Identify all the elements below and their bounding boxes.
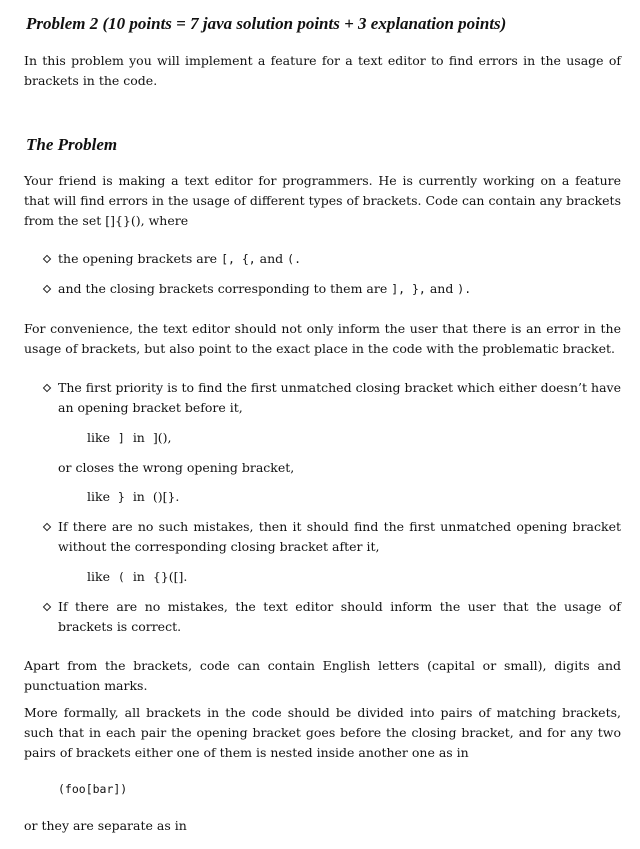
problem-paragraph-text: Your friend is making a text editor for programmers. He is currently working on a feature that will find errors in the usage of different types of brackets. Code can contain any brackets from the set (24, 173, 621, 228)
list-item-text: and the closing brackets corresponding to them are (58, 281, 392, 296)
example-word: like (87, 569, 110, 584)
example-word: in (132, 430, 145, 445)
example-word: like (87, 489, 110, 504)
list-item-text: and (425, 281, 458, 296)
section-heading: The Problem (26, 135, 118, 154)
list-item-no-mistakes: If there are no mistakes, the text editor should inform the user that the usage of brackets is correct. (58, 599, 621, 634)
code-inline: ], }, (391, 282, 426, 296)
characters-paragraph: Apart from the brackets, code can contain English letters (capital or small), digits and punctuation marks. (24, 658, 621, 693)
bullet-diamond (43, 603, 51, 611)
example-word: in (132, 569, 145, 584)
example-line (87, 487, 179, 507)
problem-paragraph (24, 171, 621, 231)
list-item-text: and (255, 251, 288, 266)
formal-paragraph: More formally, all brackets in the code should be divided into pairs of matching brackets, such that in each pair the opening bracket goes before the closing bracket, and for any two pairs of brackets either one of them is nested inside another one as in (24, 705, 621, 760)
code-inline: ( (117, 570, 125, 584)
list-item-opening (58, 249, 621, 269)
nested-code-example: (foo[bar]) (58, 782, 128, 796)
list-item-second-priority: If there are no such mistakes, then it should find the first unmatched opening bracket without the corresponding closing bracket after it, (58, 519, 621, 554)
or-closes-text: or closes the wrong opening bracket, (58, 460, 295, 475)
problem-title: Problem 2 (10 points = 7 java solution points + 3 explanation points) (26, 14, 507, 33)
bullet-diamond (43, 523, 51, 531)
list-item-text: the opening brackets are (58, 251, 222, 266)
convenience-paragraph: For convenience, the text editor should not only inform the user that there is an error in the usage of brackets, but also point to the exact place in the code with the problematic bracket. (24, 321, 621, 356)
example-code: {}([]. (152, 569, 188, 584)
code-inline: } (117, 490, 125, 504)
bracket-set: []{}() (105, 213, 141, 228)
code-inline: ] (117, 431, 125, 445)
code-inline: ). (457, 282, 472, 296)
problem-paragraph-tail: , where (140, 213, 189, 228)
list-item-closing (58, 279, 621, 299)
list-item-first-priority: The first priority is to find the first unmatched closing bracket which either doesn’t have an opening bracket before it, (58, 380, 621, 415)
example-code: ()[}. (152, 489, 180, 504)
separate-paragraph: or they are separate as in (24, 818, 187, 833)
example-word: in (132, 489, 145, 504)
code-inline: [, {, (221, 252, 256, 266)
example-line (87, 567, 187, 587)
example-line (87, 428, 171, 448)
bullet-diamond (43, 384, 51, 392)
bullet-diamond (43, 285, 51, 293)
example-code: ](), (152, 430, 172, 445)
intro-paragraph: In this problem you will implement a feature for a text editor to find errors in the usage of brackets in the code. (24, 53, 621, 88)
example-word: like (87, 430, 110, 445)
code-inline: (. (287, 252, 301, 266)
bullet-diamond (43, 255, 51, 263)
